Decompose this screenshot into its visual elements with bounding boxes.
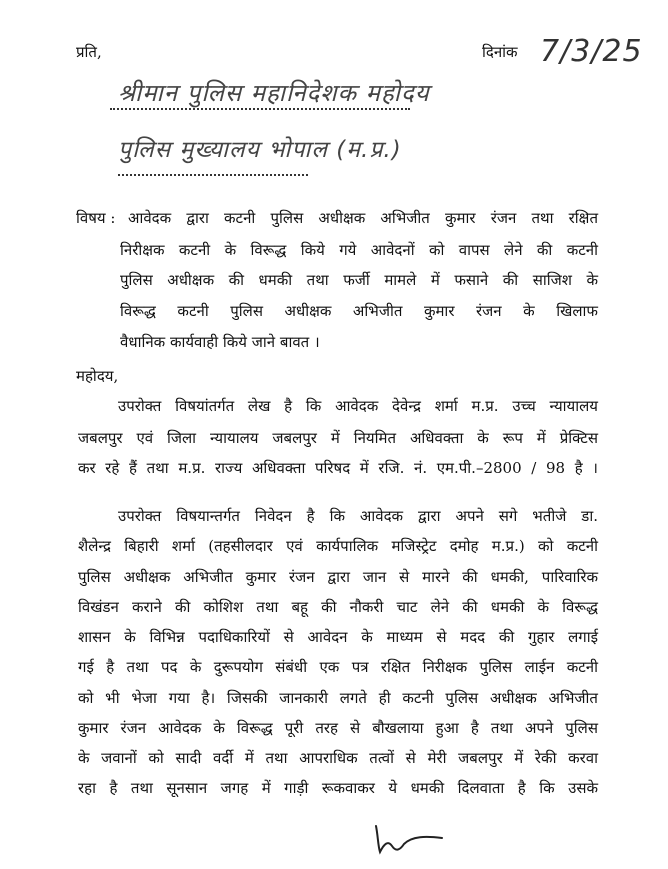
paragraph-line: कर रहे हैं तथा म.प्र. राज्य अधिवक्ता परिषद में रजि. नं. एम.पी.–2800 / 98 है । — [78, 459, 598, 477]
paragraph-line: उपरोक्त विषयांतर्गत लेख है कि आवेदक देवेन्द्र शर्मा म.प्र. उच्च न्यायालय — [118, 397, 598, 415]
signature-mark — [370, 822, 450, 858]
paragraph-line: उपरोक्त विषयान्तर्गत निवेदन है कि आवेदक द्वारा अपने सगे भतीजे डा. — [118, 507, 598, 525]
to-label: प्रति, — [76, 43, 102, 61]
paragraph-line: विखंडन कराने की कोशिश तथा बहू की नौकरी चाट लेने की धमकी के विरूद्ध — [78, 598, 598, 616]
date-label: दिनांक — [482, 43, 518, 61]
paragraph-line: को भी भेजा गया है। जिसकी जानकारी लगते ही कटनी पुलिस अधीक्षक अभिजीत — [78, 689, 598, 707]
paragraph-line: गई है तथा पद के दुरूपयोग संबंधी एक पत्र रक्षित निरीक्षक पुलिस लाईन कटनी — [78, 658, 598, 676]
paragraph-line: कुमार रंजन आवेदक के विरूद्ध पूरी तरह से बौखलाया हुआ है तथा अपने पुलिस — [78, 719, 598, 737]
subject-label: विषय : — [76, 209, 116, 227]
handwritten-date: 7/3/25 — [540, 34, 643, 69]
paragraph-line: पुलिस अधीक्षक अभिजीत कुमार रंजन द्वारा जान से मारने की धमकी, पारिवारिक — [78, 568, 598, 586]
paragraph-line: जबलपुर एवं जिला न्यायालय जबलपुर में नियमित अधिवक्ता के रूप में प्रेक्टिस — [78, 429, 598, 447]
subject-line: निरीक्षक कटनी के विरूद्ध किये गये आवेदनों को वापस लेने की कटनी — [120, 241, 598, 259]
dotted-line-2 — [118, 174, 308, 176]
subject-line: वैधानिक कार्यवाही किये जाने बावत । — [120, 333, 320, 351]
subject-line: पुलिस अधीक्षक की धमकी तथा फर्जी मामले में फसाने की साजिश के — [120, 271, 598, 289]
addressee-line-2: पुलिस मुख्यालय भोपाल (म.प्र.) — [118, 137, 402, 163]
dotted-line-1 — [110, 108, 410, 110]
paragraph-line: रहा है तथा सूनसान जगह में गाड़ी रूकवाकर ये धमकी दिलवाता है कि उसके — [78, 779, 598, 797]
subject-line: विरूद्ध कटनी पुलिस अधीक्षक अभिजीत कुमार रंजन के खिलाफ — [120, 302, 598, 320]
addressee-line-1: श्रीमान पुलिस महानिदेशक महोदय — [118, 79, 430, 107]
subject-block — [120, 208, 598, 358]
paragraph-1 — [78, 396, 598, 486]
paragraph-line: शासन के विभिन्न पदाधिकारियों से आवेदन के माध्यम से मदद की गुहार लगाई — [78, 628, 598, 646]
paragraph-2 — [78, 506, 598, 836]
paragraph-line: के जवानों को सादी वर्दी में तथा आपराधिक तत्वों से मेरी जबलपुर में रेकी करवा — [78, 749, 598, 767]
paragraph-line: शैलेन्द्र बिहारी शर्मा (तहसीलदार एवं कार्यपालिक मजिस्ट्रेट दमोह म.प्र.) को कटनी — [78, 537, 598, 555]
salutation: महोदय, — [76, 367, 119, 385]
subject-line: आवेदक द्वारा कटनी पुलिस अधीक्षक अभिजीत कुमार रंजन तथा रक्षित — [128, 209, 598, 227]
